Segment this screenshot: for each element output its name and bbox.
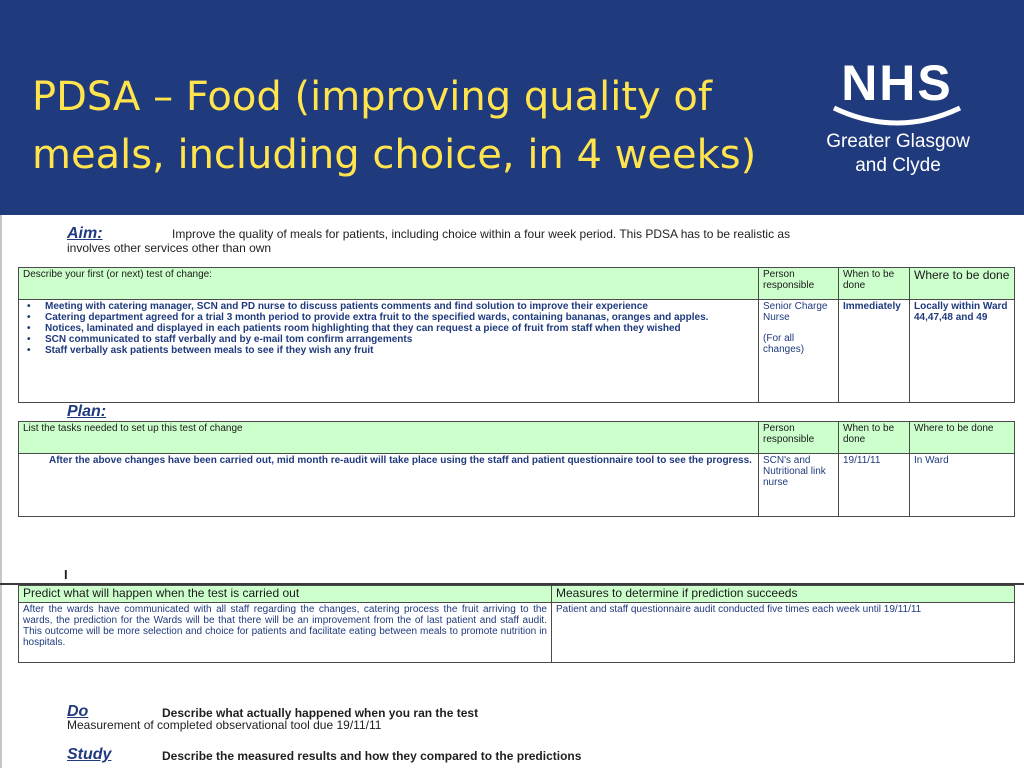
column-header: Person responsible bbox=[759, 422, 839, 454]
plan-heading: Plan: bbox=[67, 403, 107, 420]
when-cell: 19/11/11 bbox=[839, 454, 910, 517]
column-header: When to be done bbox=[839, 268, 910, 300]
pdsa-document bbox=[0, 215, 1024, 768]
test-bullets bbox=[23, 301, 754, 356]
test-of-change-table bbox=[18, 267, 1015, 403]
list-item: • Staff verbally ask patients between meals to see if they wish any fruit bbox=[27, 345, 374, 356]
where-cell: Locally within Ward 44,47,48 and 49 bbox=[910, 300, 1015, 403]
column-header: Where to be done bbox=[910, 268, 1015, 300]
table-header-row bbox=[19, 422, 1015, 454]
column-header: List the tasks needed to set up this test of change bbox=[19, 422, 759, 454]
where-cell: In Ward bbox=[910, 454, 1015, 517]
column-header: Where to be done bbox=[910, 422, 1015, 454]
plan-table bbox=[18, 421, 1015, 517]
when-cell: Immediately bbox=[839, 300, 910, 403]
aim-text-cont: involves other services other than own bbox=[67, 241, 272, 255]
table-row bbox=[19, 603, 1015, 663]
text-cursor-mark: I bbox=[64, 567, 68, 582]
list-item: • Catering department agreed for a trial 3 month period to provide extra fruit to the specified wards, containing bananas, oranges and apples. bbox=[27, 312, 709, 323]
slide-title-line1: PDSA – Food (improving quality of bbox=[32, 74, 712, 120]
column-header: Predict what will happen when the test is carried out bbox=[19, 586, 552, 603]
table-row bbox=[19, 454, 1015, 517]
prediction-table bbox=[18, 585, 1015, 663]
do-heading: Do bbox=[67, 703, 89, 720]
nhs-logo-text: NHS bbox=[841, 55, 953, 111]
table-row bbox=[19, 300, 1015, 403]
list-item: • SCN communicated to staff verbally and by e-mail tom confirm arrangements bbox=[27, 334, 413, 345]
nhs-logo-mark bbox=[822, 50, 972, 130]
nhs-logo-subtitle: Greater Glasgow and Clyde bbox=[826, 131, 970, 176]
column-header: Describe your first (or next) test of change: bbox=[19, 268, 759, 300]
column-header: Person responsible bbox=[759, 268, 839, 300]
person-responsible-cell: SCN's and Nutritional link nurse bbox=[759, 454, 839, 517]
nhs-logo bbox=[808, 40, 988, 195]
test-description-cell bbox=[19, 300, 759, 403]
prediction-cell: After the wards have communicated with all staff regarding the changes, catering process the fruit arriving to the wards, the prediction for the Wards will be that there will be an improvement from the of last patient and staff audit. This outcome will be more selection and choice for patients and facilitate eating between meals to promote nutrition in hospitals. bbox=[19, 603, 552, 663]
do-detail: Measurement of completed observational tool due 19/11/11 bbox=[67, 718, 382, 732]
slide-title-line2: meals, including choice, in 4 weeks) bbox=[32, 132, 757, 178]
table-header-row bbox=[19, 268, 1015, 300]
person-responsible-cell: Senior Charge Nurse (For all changes) bbox=[759, 300, 839, 403]
measures-cell: Patient and staff questionnaire audit conducted five times each week until 19/11/11 bbox=[552, 603, 1015, 663]
list-item: • Notices, laminated and displayed in each patients room highlighting that they can request a piece of fruit from staff when they wished bbox=[27, 323, 681, 334]
table-header-row bbox=[19, 586, 1015, 603]
study-text: Describe the measured results and how they compared to the predictions bbox=[162, 749, 582, 763]
title-bar bbox=[0, 0, 1024, 215]
do-text: Describe what actually happened when you ran the test bbox=[162, 706, 479, 720]
aim-text: Improve the quality of meals for patients, including choice within a four week period. This PDSA has to be realistic as bbox=[172, 227, 791, 241]
list-item: • Meeting with catering manager, SCN and PD nurse to discuss patients comments and find solution to improve their experience bbox=[27, 301, 648, 312]
study-heading: Study bbox=[67, 746, 112, 763]
column-header: When to be done bbox=[839, 422, 910, 454]
document-edge bbox=[0, 215, 2, 768]
aim-heading: Aim: bbox=[67, 225, 103, 242]
column-header: Measures to determine if prediction succeeds bbox=[552, 586, 1015, 603]
slide-title bbox=[32, 68, 832, 184]
task-cell: After the above changes have been carried out, mid month re-audit will take place using the staff and patient questionnaire tool to see the progress. bbox=[19, 454, 759, 517]
